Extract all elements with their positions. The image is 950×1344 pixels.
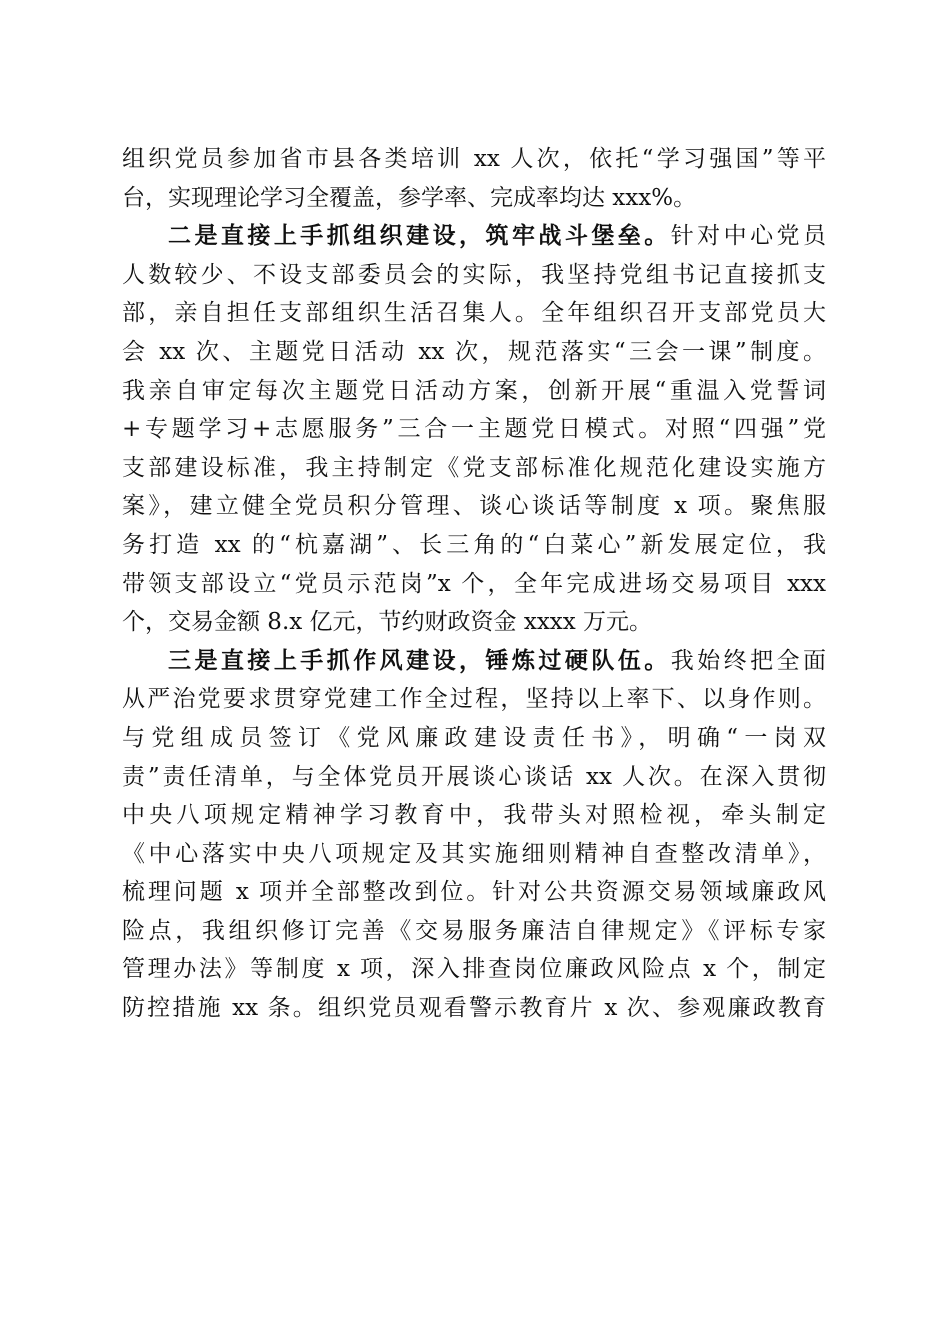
paragraph-2-line-8: 案》，建立健全党员积分管理、谈心谈话等制度 x 项。聚焦服: [122, 493, 826, 520]
paragraph-3-line-10: 防控措施 xx 条。组织党员观看警示教育片 x 次、参观廉政教育: [122, 995, 826, 1022]
paragraph-3-line-3: 与党组成员签订《党风廉政建设责任书》，明确“一岗双: [122, 724, 826, 751]
paragraph-2-line-9: 务打造 xx 的“杭嘉湖”、长三角的“白菜心”新发展定位，我: [122, 531, 826, 558]
paragraph-2-line-5: 我亲自审定每次主题党日活动方案，创新开展“重温入党誓词: [122, 377, 826, 404]
body-text: [122, 140, 826, 1028]
paragraph-3-line-5: 中央八项规定精神学习教育中，我带头对照检视，牵头制定: [122, 802, 826, 829]
paragraph-2-heading: 二是直接上手抓组织建设，筑牢战斗堡垒。: [168, 222, 671, 250]
paragraph-3-line-6: 《中心落实中央八项规定及其实施细则精神自查整改清单》，: [122, 840, 826, 867]
paragraph-2-line-7: 支部建设标准，我主持制定《党支部标准化规范化建设实施方: [122, 454, 826, 481]
paragraph-2-line-10: 带领支部设立“党员示范岗”x 个，全年完成进场交易项目 xxx: [122, 570, 826, 597]
paragraph-2-line-2: 人数较少、不设支部委员会的实际，我坚持党组书记直接抓支: [122, 261, 826, 288]
paragraph-2-line-4: 会 xx 次、主题党日活动 xx 次，规范落实“三会一课”制度。: [122, 338, 826, 365]
paragraph-3-line-4: 责”责任清单，与全体党员开展谈心谈话 xx 人次。在深入贯彻: [122, 763, 826, 790]
paragraph-3-line-7: 梳理问题 x 项并全部整改到位。针对公共资源交易领域廉政风: [122, 879, 826, 906]
paragraph-2-line-6: +专题学习+志愿服务”三合一主题党日模式。对照“四强”党: [122, 416, 826, 443]
paragraph-3-line-1-text: 我始终把全面: [670, 647, 827, 674]
paragraph-2-line-3: 部，亲自担任支部组织生活召集人。全年组织召开支部党员大: [122, 300, 826, 327]
paragraph-3-heading: 三是直接上手抓作风建设，锤炼过硬队伍。: [168, 646, 671, 674]
paragraph-2-line-1: [122, 217, 826, 256]
paragraph-3-line-9: 管理办法》等制度 x 项，深入排查岗位廉政风险点 x 个，制定: [122, 956, 826, 983]
paragraph-3-line-1: [122, 642, 826, 681]
paragraph-3-line-2: 从严治党要求贯穿党建工作全过程，坚持以上率下、以身作则。: [122, 686, 826, 713]
paragraph-1-line-1: 组织党员参加省市县各类培训 xx 人次，依托“学习强国”等平: [122, 146, 826, 172]
paragraph-2-line-11: 个，交易金额 8.x 亿元，节约财政资金 xxxx 万元。: [122, 609, 653, 636]
paragraph-3-line-8: 险点，我组织修订完善《交易服务廉洁自律规定》《评标专家: [122, 917, 826, 944]
paragraph-2-line-1-text: 针对中心党员: [670, 223, 827, 250]
paragraph-1-line-2: 台，实现理论学习全覆盖，参学率、完成率均达 xxx%。: [122, 184, 697, 211]
